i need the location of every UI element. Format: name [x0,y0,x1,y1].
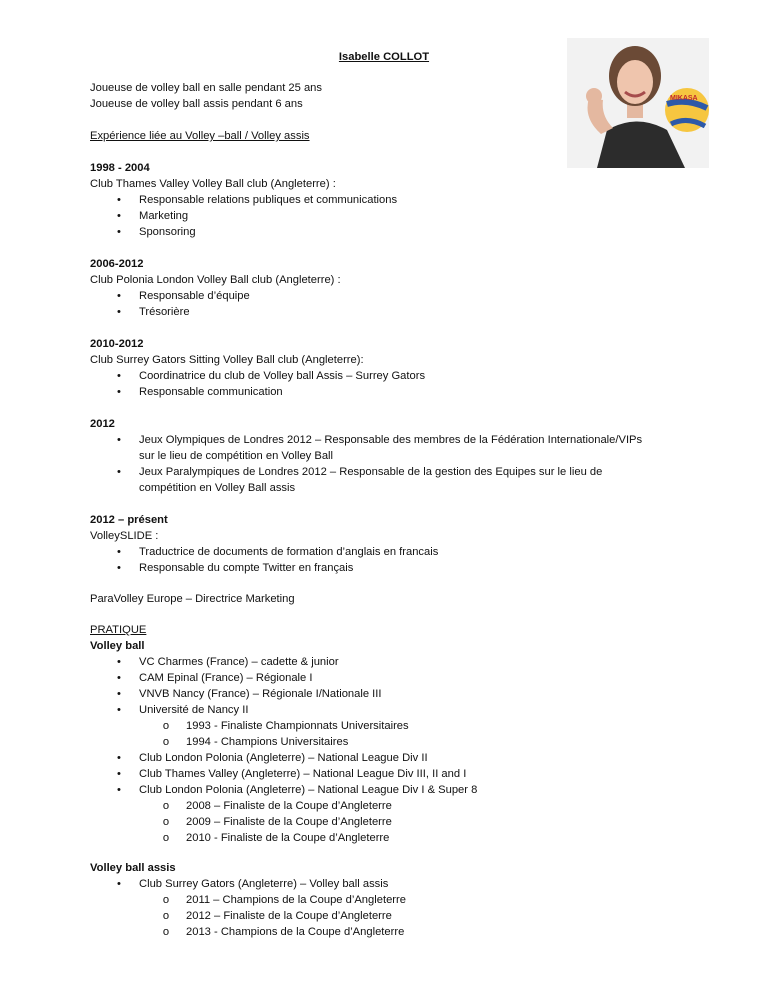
list-item: Club London Polonia (Angleterre) – National League Div II [139,752,428,764]
sub-list-item: 2010 - Finaliste de la Coupe d’Angleterre [186,832,390,844]
list-item: Club London Polonia (Angleterre) – National League Div I & Super 8 [139,784,478,796]
bullet-icon: • [117,562,121,574]
document-title: Isabelle COLLOT [338,51,430,63]
sub-bullet-icon: o [162,736,170,748]
bullet-icon: • [117,386,121,398]
sub-list-item: 1994 - Champions Universitaires [186,736,349,748]
section-heading-practice: PRATIQUE [90,624,147,636]
extra-line: ParaVolley Europe – Directrice Marketing [90,593,295,605]
entry-org: Club Thames Valley Volley Ball club (Angleterre) : [90,178,336,190]
subheading-indoor: Volley ball [90,640,145,652]
list-item-continuation: sur le lieu de compétition en Volley Ball [139,450,334,462]
bullet-icon: • [117,194,121,206]
list-item: CAM Epinal (France) – Régionale I [139,672,313,684]
portrait-photo [567,38,709,168]
list-item: Marketing [139,210,189,222]
entry-org: VolleySLIDE : [90,530,159,542]
sub-list-item: 2012 – Finaliste de la Coupe d’Angleterre [186,910,392,922]
sub-list-item: 2011 – Champions de la Coupe d’Angleterre [186,894,406,906]
bullet-icon: • [117,704,121,716]
bullet-icon: • [117,466,121,478]
bullet-icon: • [117,290,121,302]
bullet-icon: • [117,306,121,318]
entry-years: 2006-2012 [90,258,144,270]
list-item: Club Surrey Gators (Angleterre) – Volley ball assis [139,878,389,890]
list-item: Trésorière [139,306,190,318]
sub-list-item: 1993 - Finaliste Championnats Universitaires [186,720,409,732]
entry-years: 1998 - 2004 [90,162,150,174]
sub-list-item: 2009 – Finaliste de la Coupe d’Angleterre [186,816,392,828]
list-item: VC Charmes (France) – cadette & junior [139,656,339,668]
bullet-icon: • [117,370,121,382]
list-item: Responsable d’équipe [139,290,250,302]
sub-bullet-icon: o [162,800,170,812]
sub-bullet-icon: o [162,926,170,938]
entry-years: 2012 [90,418,115,430]
sub-bullet-icon: o [162,832,170,844]
list-item: Club Thames Valley (Angleterre) – National League Div III, II and I [139,768,467,780]
sub-list-item: 2008 – Finaliste de la Coupe d’Angleterre [186,800,392,812]
list-item: Jeux Paralympiques de Londres 2012 – Responsable de la gestion des Equipes sur le lieu de [139,466,603,478]
portrait-photo-icon [567,38,709,168]
bullet-icon: • [117,768,121,780]
list-item: Coordinatrice du club de Volley ball Assis – Surrey Gators [139,370,426,382]
bullet-icon: • [117,878,121,890]
list-item: Responsable du compte Twitter en français [139,562,354,574]
bullet-icon: • [117,226,121,238]
entry-years: 2012 – présent [90,514,168,526]
list-item: Traductrice de documents de formation d’anglais en francais [139,546,439,558]
bullet-icon: • [117,784,121,796]
entry-years: 2010-2012 [90,338,144,350]
list-item-continuation: compétition en Volley Ball assis [139,482,296,494]
list-item: VNVB Nancy (France) – Régionale I/Nationale III [139,688,382,700]
bullet-icon: • [117,752,121,764]
sub-bullet-icon: o [162,816,170,828]
bullet-icon: • [117,210,121,222]
list-item: Sponsoring [139,226,196,238]
sub-list-item: 2013 - Champions de la Coupe d’Angleterre [186,926,405,938]
list-item: Université de Nancy II [139,704,249,716]
subheading-sitting: Volley ball assis [90,862,176,874]
entry-org: Club Surrey Gators Sitting Volley Ball club (Angleterre): [90,354,364,366]
section-heading-experience: Expérience liée au Volley –ball / Volley assis [90,130,310,142]
intro-line: Joueuse de volley ball assis pendant 6 ans [90,98,303,110]
list-item: Jeux Olympiques de Londres 2012 – Responsable des membres de la Fédération Internationale/VIPs [139,434,643,446]
list-item: Responsable relations publiques et communications [139,194,398,206]
bullet-icon: • [117,546,121,558]
bullet-icon: • [117,434,121,446]
sub-bullet-icon: o [162,910,170,922]
intro-line: Joueuse de volley ball en salle pendant 25 ans [90,82,322,94]
entry-org: Club Polonia London Volley Ball club (Angleterre) : [90,274,341,286]
ball-brand: MIKASA [670,95,698,102]
sub-bullet-icon: o [162,894,170,906]
bullet-icon: • [117,672,121,684]
list-item: Responsable communication [139,386,283,398]
bullet-icon: • [117,688,121,700]
bullet-icon: • [117,656,121,668]
sub-bullet-icon: o [162,720,170,732]
